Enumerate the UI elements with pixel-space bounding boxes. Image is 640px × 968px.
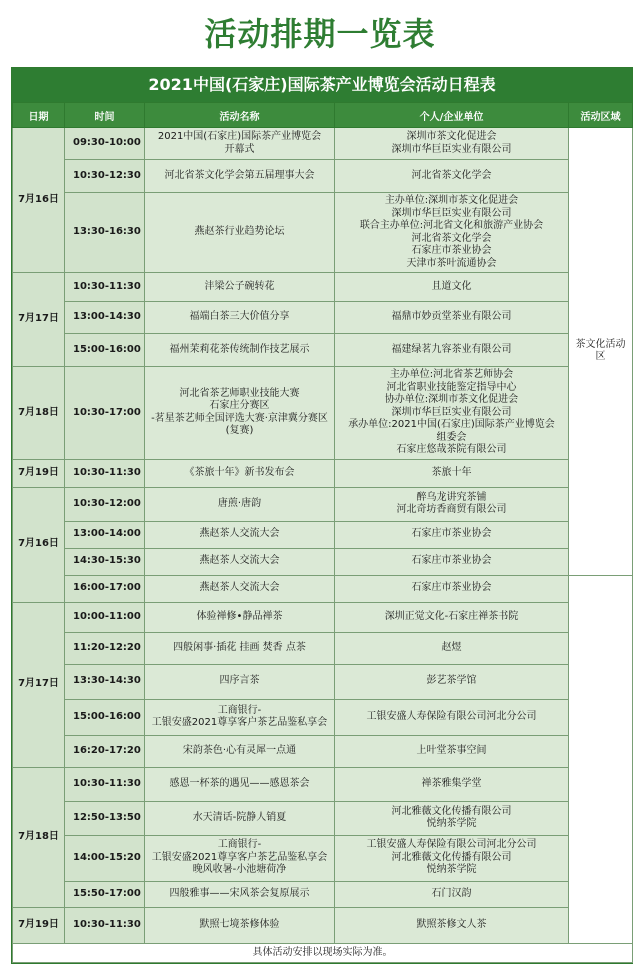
org-cell: 石家庄市茶业协会 xyxy=(335,521,569,548)
activity-cell: 四般雅事——宋风茶会复原展示 xyxy=(145,881,335,907)
activity-cell: 福州茉莉花茶传统制作技艺展示 xyxy=(145,334,335,367)
table-row xyxy=(13,801,633,835)
activity-cell: 四序言茶 xyxy=(145,664,335,699)
activity-cell: 河北省茶艺师职业技能大赛 石家庄分赛区 -茗星茶艺师全国评选大赛·京津冀分赛区 (复赛) xyxy=(145,367,335,460)
date-cell: 7月17日 xyxy=(13,602,65,767)
activity-cell: 唐煎·唐韵 xyxy=(145,487,335,521)
table-row xyxy=(13,128,633,160)
table-row xyxy=(13,835,633,881)
activity-cell: 燕赵茶人交流大会 xyxy=(145,575,335,602)
table-row xyxy=(13,632,633,664)
header-time: 时间 xyxy=(65,103,145,128)
time-cell: 14:30-15:30 xyxy=(65,548,145,575)
table-row xyxy=(13,881,633,907)
date-cell: 7月19日 xyxy=(13,907,65,943)
date-cell: 7月17日 xyxy=(13,273,65,367)
time-cell: 10:30-12:30 xyxy=(65,160,145,193)
org-cell: 工银安盛人寿保险有限公司河北分公司 河北雅薇文化传播有限公司 悦纳茶学院 xyxy=(335,835,569,881)
org-cell: 河北雅薇文化传播有限公司 悦纳茶学院 xyxy=(335,801,569,835)
table-row xyxy=(13,699,633,735)
time-cell: 13:30-16:30 xyxy=(65,193,145,273)
time-cell: 10:30-11:30 xyxy=(65,459,145,487)
time-cell: 16:20-17:20 xyxy=(65,735,145,767)
org-cell: 默照茶修文人茶 xyxy=(335,907,569,943)
org-cell: 石家庄市茶业协会 xyxy=(335,575,569,602)
org-cell: 深圳市茶文化促进会 深圳市华巨臣实业有限公司 xyxy=(335,128,569,160)
time-cell: 16:00-17:00 xyxy=(65,575,145,602)
time-cell: 15:00-16:00 xyxy=(65,699,145,735)
date-cell: 7月16日 xyxy=(13,487,65,602)
table-row xyxy=(13,575,633,602)
table-row xyxy=(13,273,633,302)
activity-cell: 燕赵茶行业趋势论坛 xyxy=(145,193,335,273)
page-title: 活动排期一览表 xyxy=(204,15,436,53)
time-cell: 10:00-11:00 xyxy=(65,602,145,632)
table-row xyxy=(13,767,633,801)
time-cell: 10:30-11:30 xyxy=(65,767,145,801)
schedule-table-frame xyxy=(11,67,633,964)
activity-cell: 体验禅修•静品禅茶 xyxy=(145,602,335,632)
activity-cell: 默照七境茶修体验 xyxy=(145,907,335,943)
org-cell: 河北省茶文化学会 xyxy=(335,160,569,193)
time-cell: 10:30-17:00 xyxy=(65,367,145,460)
activity-cell: 水天清话-院静人销夏 xyxy=(145,801,335,835)
org-cell: 石家庄市茶业协会 xyxy=(335,548,569,575)
table-row xyxy=(13,664,633,699)
activity-cell: 四般闲事·插花 挂画 焚香 点茶 xyxy=(145,632,335,664)
time-cell: 09:30-10:00 xyxy=(65,128,145,160)
header-row xyxy=(13,103,633,128)
table-row xyxy=(13,735,633,767)
activity-cell: 感恩一杯茶的遇见——感恩茶会 xyxy=(145,767,335,801)
activity-cell: 工商银行- 工银安盛2021尊享客户茶艺品鉴私享会 晚风收暑-小池塘荷净 xyxy=(145,835,335,881)
date-cell: 7月19日 xyxy=(13,459,65,487)
org-cell: 赵煜 xyxy=(335,632,569,664)
header-org: 个人/企业单位 xyxy=(335,103,569,128)
activity-cell: 工商银行- 工银安盛2021尊享客户茶艺品鉴私享会 xyxy=(145,699,335,735)
org-cell: 福建绿茗九容茶业有限公司 xyxy=(335,334,569,367)
org-cell: 石门汉韵 xyxy=(335,881,569,907)
time-cell: 13:30-14:30 xyxy=(65,664,145,699)
table-row xyxy=(13,907,633,943)
org-cell: 上叶堂茶事空间 xyxy=(335,735,569,767)
org-cell: 茶旅十年 xyxy=(335,459,569,487)
org-cell: 彭艺茶学馆 xyxy=(335,664,569,699)
table-row xyxy=(13,334,633,367)
footer-row xyxy=(13,943,633,962)
time-cell: 15:00-16:00 xyxy=(65,334,145,367)
table-row xyxy=(13,160,633,193)
org-cell: 醉乌龙讲究茶铺 河北奇坊香商贸有限公司 xyxy=(335,487,569,521)
org-cell: 福鼎市妙贡堂茶业有限公司 xyxy=(335,302,569,334)
activity-cell: 福端白茶三大价值分享 xyxy=(145,302,335,334)
header-date: 日期 xyxy=(13,103,65,128)
header-name: 活动名称 xyxy=(145,103,335,128)
schedule-table xyxy=(12,102,633,963)
table-row xyxy=(13,521,633,548)
time-cell: 10:30-12:00 xyxy=(65,487,145,521)
time-cell: 11:20-12:20 xyxy=(65,632,145,664)
table-title: 2021中国(石家庄)国际茶产业博览会活动日程表 xyxy=(12,68,632,102)
activity-cell: 沣梁公子碗转花 xyxy=(145,273,335,302)
table-row xyxy=(13,193,633,273)
footer-note: 具体活动安排以现场实际为准。 xyxy=(13,943,633,962)
activity-cell: 《茶旅十年》新书发布会 xyxy=(145,459,335,487)
time-cell: 10:30-11:30 xyxy=(65,273,145,302)
date-cell: 7月16日 xyxy=(13,128,65,273)
date-cell: 7月18日 xyxy=(13,767,65,907)
date-cell: 7月18日 xyxy=(13,367,65,460)
time-cell: 13:00-14:30 xyxy=(65,302,145,334)
activity-cell: 2021中国(石家庄)国际茶产业博览会 开幕式 xyxy=(145,128,335,160)
table-row xyxy=(13,459,633,487)
time-cell: 15:50-17:00 xyxy=(65,881,145,907)
org-cell: 主办单位:河北省茶艺师协会 河北省职业技能鉴定指导中心 协办单位:深圳市茶文化促进会 深圳市华巨臣实业有限公司 承办单位:2021中国(石家庄)国际茶产业博览会 组委会 石家庄悠哉茶院有限公司 xyxy=(335,367,569,460)
activity-cell: 宋韵茶色·心有灵犀一点通 xyxy=(145,735,335,767)
org-cell: 且道文化 xyxy=(335,273,569,302)
table-row xyxy=(13,487,633,521)
table-row xyxy=(13,302,633,334)
org-cell: 禅茶雅集学堂 xyxy=(335,767,569,801)
org-cell: 主办单位:深圳市茶文化促进会 深圳市华巨臣实业有限公司 联合主办单位:河北省文化和旅游产业协会 河北省茶文化学会 石家庄市茶业协会 天津市茶叶流通协会 xyxy=(335,193,569,273)
org-cell: 深圳正觉文化-石家庄禅茶书院 xyxy=(335,602,569,632)
table-row xyxy=(13,602,633,632)
org-cell: 工银安盛人寿保险有限公司河北分公司 xyxy=(335,699,569,735)
activity-cell: 燕赵茶人交流大会 xyxy=(145,521,335,548)
time-cell: 12:50-13:50 xyxy=(65,801,145,835)
table-row xyxy=(13,367,633,460)
area-cell: 茶文化活动区 xyxy=(569,128,633,576)
time-cell: 14:00-15:20 xyxy=(65,835,145,881)
time-cell: 10:30-11:30 xyxy=(65,907,145,943)
table-row xyxy=(13,548,633,575)
activity-cell: 燕赵茶人交流大会 xyxy=(145,548,335,575)
time-cell: 13:00-14:00 xyxy=(65,521,145,548)
activity-cell: 河北省茶文化学会第五届理事大会 xyxy=(145,160,335,193)
header-area: 活动区域 xyxy=(569,103,633,128)
